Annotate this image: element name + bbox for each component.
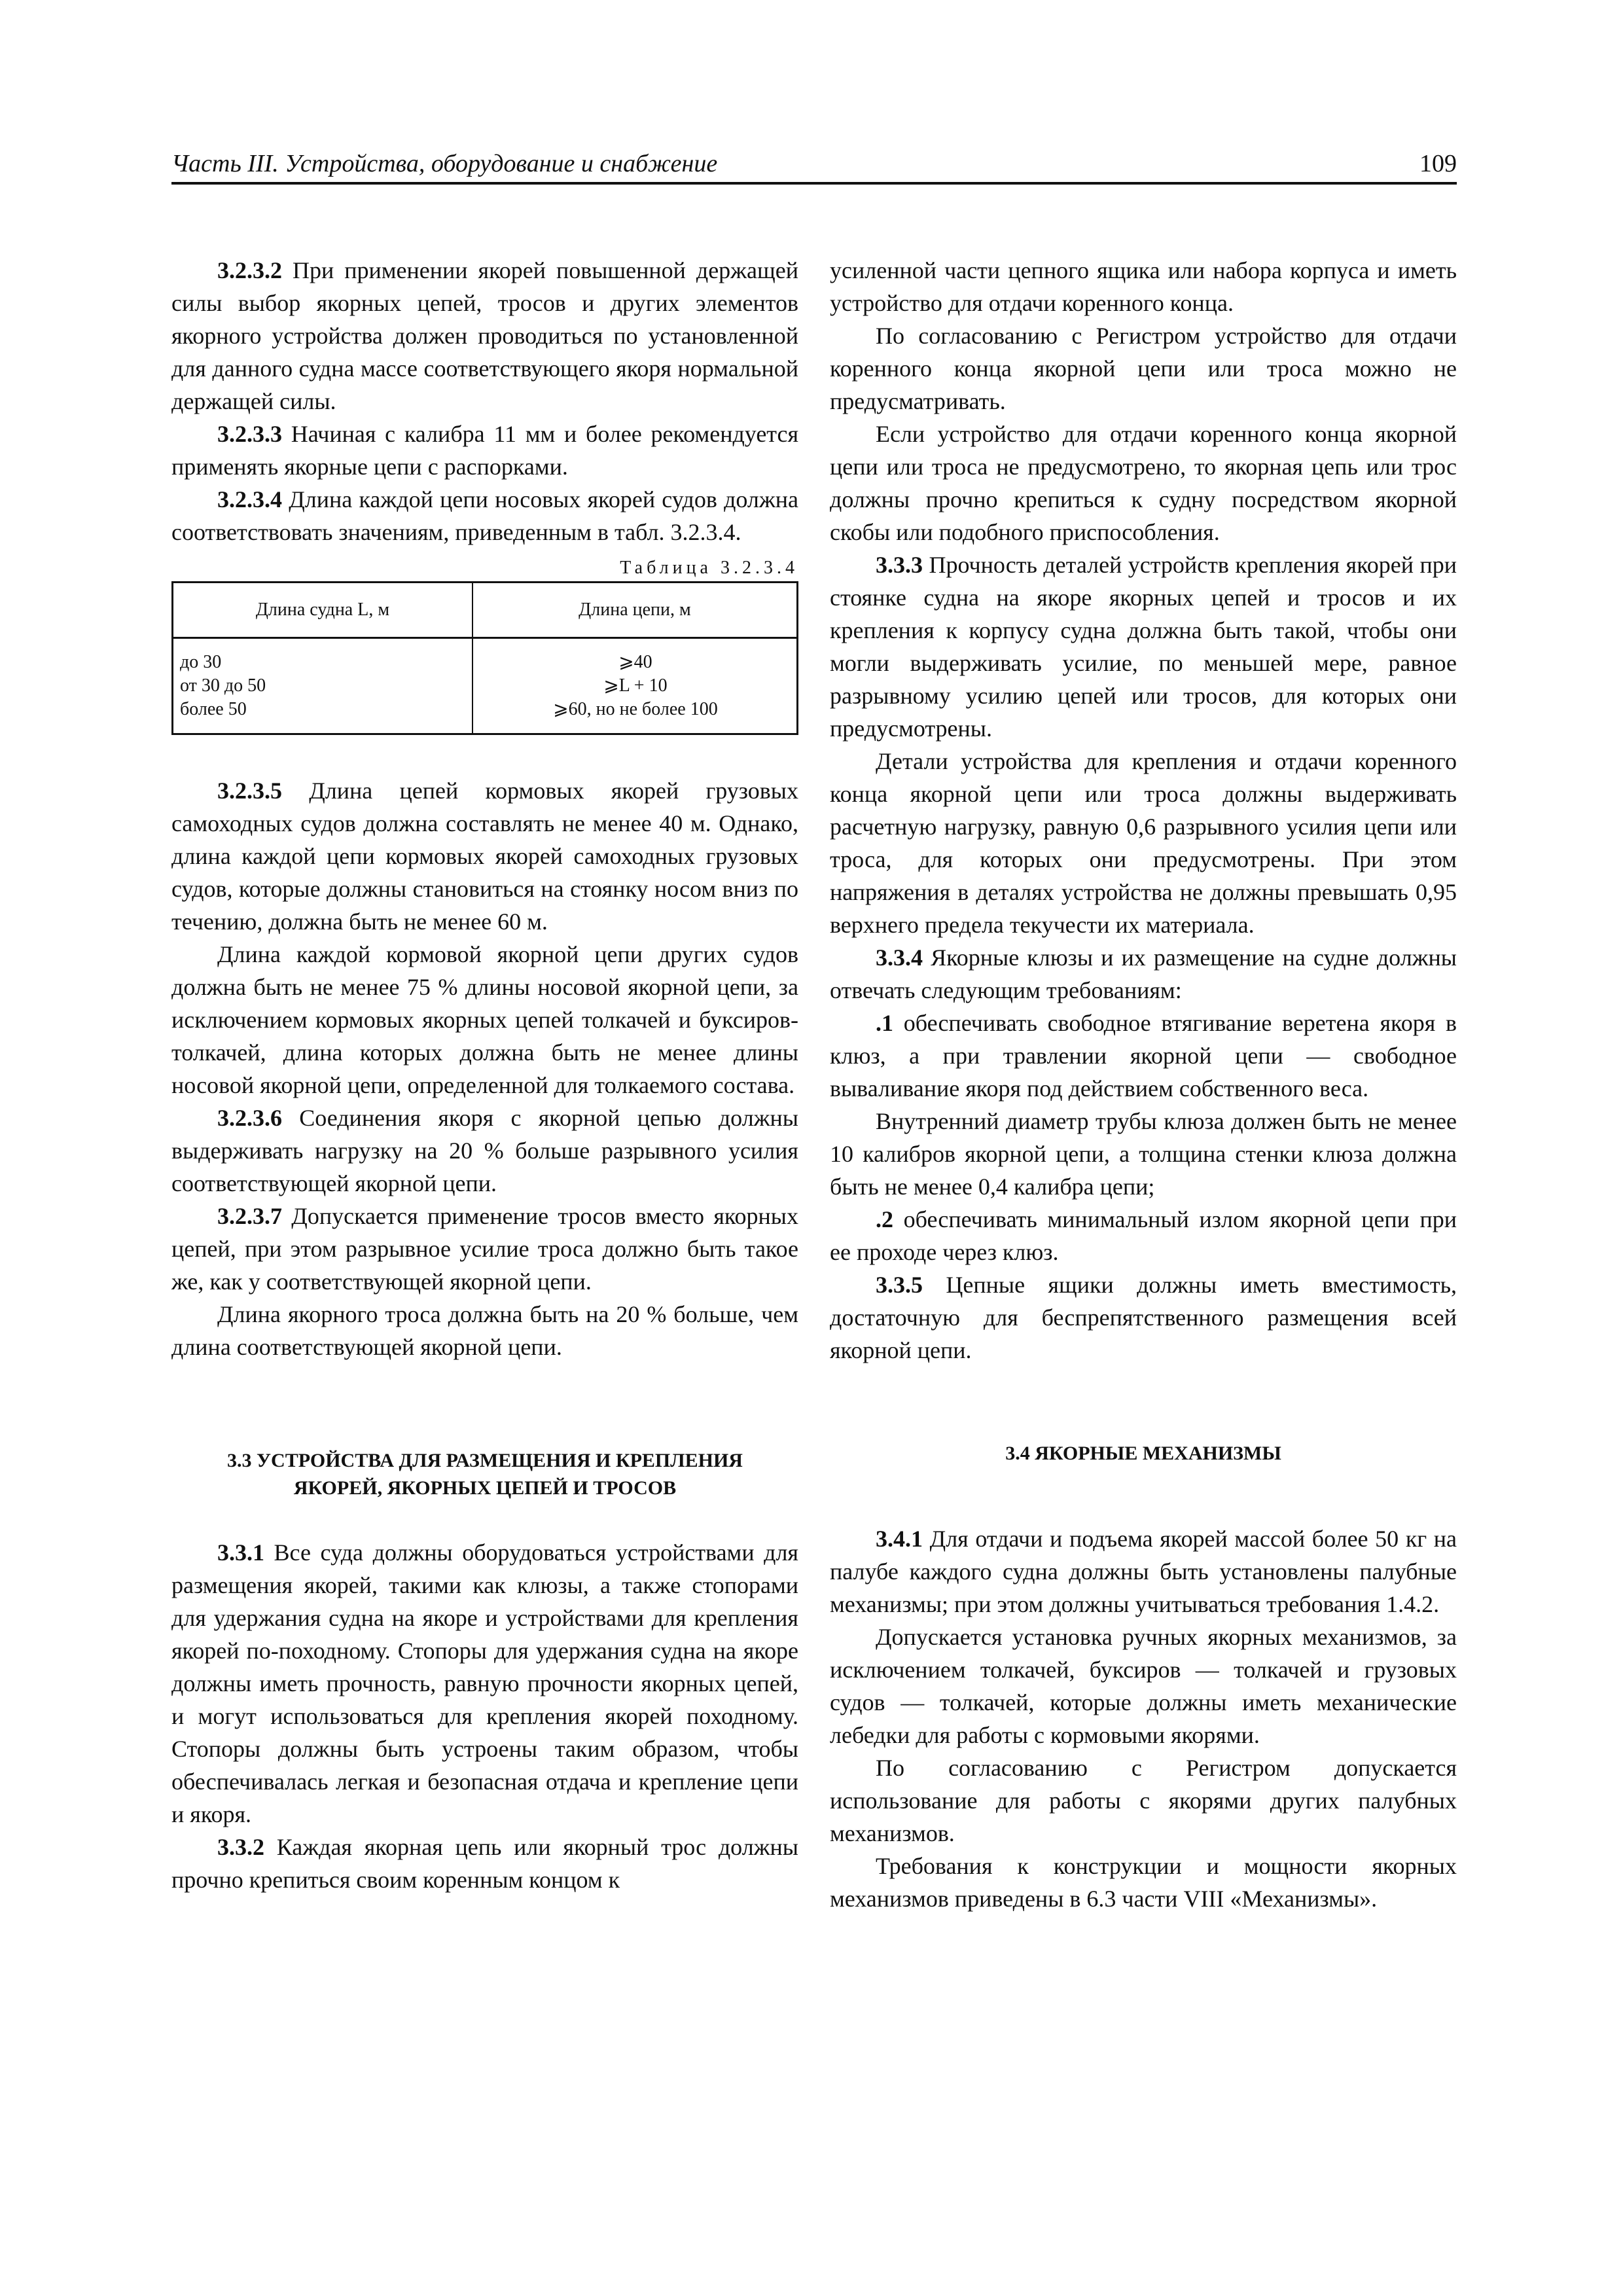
left-column	[171, 254, 798, 1896]
section-heading-line: ЯКОРЕЙ, ЯКОРНЫХ ЦЕПЕЙ И ТРОСОВ	[293, 1477, 677, 1499]
paragraph-3-2-3-5-cont: Длина каждой кормовой якорной цепи других судов должна быть не менее 75 % длины носовой якорной цепи, за исключением кормовых якорных цепей толкачей и буксиров-толкачей, длина которых должна быть не менее длины носовой якорной цепи, определенной для толкаемого состава.	[171, 941, 798, 1098]
paragraph-3-4-1	[830, 1522, 1457, 1621]
paragraph-3-2-3-6	[171, 1102, 798, 1200]
list-item-1-cont: Внутренний диаметр трубы клюза должен быть не менее 10 калибров якорной цепи, а толщина стенки клюза должна быть не менее 0,4 калибра цепи;	[830, 1108, 1457, 1200]
paragraph-3-2-3-7-cont: Длина якорного троса должна быть на 20 % больше, чем длина соответствующей якорной цепи.	[171, 1301, 798, 1360]
paragraph-3-3-3-cont: Детали устройства для крепления и отдачи коренного конца якорной цепи или троса должны выдерживать расчетную нагрузку, равную 0,6 разрывного усилия цепи или троса, для которых они предусмотрены. При этом напряжения в деталях устройства не должны превышать 0,95 верхнего предела текучести их материала.	[830, 748, 1457, 938]
table-cell-line: ⩾40	[618, 652, 652, 672]
table-cell-line: от 30 до 50	[180, 675, 266, 696]
paragraph-3-3-4	[830, 941, 1457, 1007]
clause-text: Длина каждой цепи носовых якорей судов должна соответствовать значениям, приведенным в табл. 3.2.3.4.	[171, 486, 798, 545]
clause-number: 3.2.3.5	[217, 778, 282, 804]
item-number: .2	[876, 1206, 893, 1232]
table-caption: Таблица 3.2.3.4	[620, 558, 798, 578]
table-header-row	[173, 583, 798, 638]
clause-number: 3.2.3.3	[217, 421, 282, 447]
paragraph-3-3-2	[171, 1831, 798, 1896]
clause-number: 3.3.5	[876, 1272, 923, 1298]
paragraph-3-3-2-cont: усиленной части цепного ящика или набора корпуса и иметь устройство для отдачи коренного конца.	[830, 257, 1457, 316]
clause-text: Для отдачи и подъема якорей массой более 50 кг на палубе каждого судна должны быть установлены палубные механизмы; при этом должны учитываться требования 1.4.2.	[830, 1526, 1457, 1617]
running-header	[171, 145, 1457, 185]
paragraph-3-4-1-registry: По согласованию с Регистром допускается использование для работы с якорями других палубных механизмов.	[830, 1755, 1457, 1846]
table-header-cell: Длина цепи, м	[473, 583, 798, 638]
section-heading-3-4: 3.4 ЯКОРНЫЕ МЕХАНИЗМЫ	[1005, 1443, 1281, 1464]
table-row	[173, 638, 798, 734]
item-text: обеспечивать свободное втягивание веретена якоря в клюз, а при травлении якорной цепи — свободное вываливание якоря под действием собственного веса.	[830, 1010, 1457, 1102]
paragraph-3-3-2-fastening: Если устройство для отдачи коренного конца якорной цепи или троса не предусмотрено, то якорная цепь или трос должны прочно крепиться к судну посредством якорной скобы или подобного приспособления.	[830, 421, 1457, 545]
chain-length-table	[171, 581, 798, 735]
clause-number: 3.3.4	[876, 944, 923, 971]
list-item-1	[830, 1007, 1457, 1105]
table-cell-chain-length	[473, 638, 798, 734]
clause-number: 3.2.3.6	[217, 1105, 282, 1131]
clause-text: Длина цепей кормовых якорей грузовых самоходных судов должна составлять не менее 40 м. Однако, длина каждой цепи кормовых якорей самоходных грузовых судов, которые должны становиться на стоянку носом вниз по течению, должна быть не менее 60 м.	[171, 778, 798, 935]
paragraph-3-2-3-3	[171, 418, 798, 483]
clause-number: 3.3.3	[876, 552, 923, 578]
paragraph-3-3-3	[830, 548, 1457, 745]
clause-number: 3.3.2	[217, 1834, 264, 1860]
clause-text: Начиная с калибра 11 мм и более рекомендуется применять якорные цепи с распорками.	[171, 421, 798, 480]
clause-number: 3.2.3.2	[217, 257, 282, 283]
clause-number: 3.2.3.7	[217, 1203, 282, 1229]
table-header-cell: Длина судна L, м	[173, 583, 473, 638]
paragraph-3-2-3-4	[171, 483, 798, 548]
item-text: обеспечивать минимальный излом якорной цепи при ее проходе через клюз.	[830, 1206, 1457, 1265]
table-cell-line: ⩾60, но не более 100	[553, 699, 718, 719]
clause-text: При применении якорей повышенной держащей силы выбор якорных цепей, тросов и других элементов якорного устройства должен проводиться по установленной для данного судна массе соответствующего якоря нормальной держащей силы.	[171, 257, 798, 414]
table-cell-line: ⩾L + 10	[603, 675, 668, 696]
section-heading-3-3	[171, 1447, 798, 1502]
clause-text: Каждая якорная цепь или якорный трос должны прочно крепиться своим коренным концом к	[171, 1834, 798, 1893]
table-cell-line: до 30	[180, 652, 222, 672]
header-title: Часть III. Устройства, оборудование и снабжение	[171, 150, 718, 177]
paragraph-3-3-1	[171, 1536, 798, 1831]
clause-number: 3.4.1	[876, 1526, 923, 1552]
right-column	[830, 254, 1457, 1915]
clause-text: Прочность деталей устройств крепления якорей при стоянке судна на якоре якорных цепей и тросов и их крепления к корпусу судна должна быть такой, чтобы они могли выдерживать усилие, по меньшей мере, равное разрывному усилию цепей или тросов, для которых они предусмотрены.	[830, 552, 1457, 742]
paragraph-3-3-2-registry: По согласованию с Регистром устройство для отдачи коренного конца якорной цепи или троса можно не предусматривать.	[830, 323, 1457, 414]
clause-number: 3.2.3.4	[217, 486, 282, 512]
clause-text: Все суда должны оборудоваться устройствами для размещения якорей, такими как клюзы, а также стопорами для удержания судна на якоре и устройствами для крепления якорей по-походному. Стопоры для удержания судна на якоре должны иметь прочность, равную прочности якорных цепей, и могут использоваться для крепления якорей походному. Стопоры должны быть устроены таким образом, чтобы обеспечивалась легкая и безопасная отдача и крепление цепи и якоря.	[171, 1539, 798, 1827]
list-item-2	[830, 1203, 1457, 1268]
item-number: .1	[876, 1010, 893, 1036]
paragraph-3-2-3-7	[171, 1200, 798, 1298]
page-number: 109	[1419, 150, 1457, 177]
paragraph-3-4-1-manual: Допускается установка ручных якорных механизмов, за исключением толкачей, буксиров — толкачей и грузовых судов — толкачей, которые должны иметь механические лебедки для работы с кормовыми якорями.	[830, 1624, 1457, 1748]
paragraph-3-2-3-5	[171, 774, 798, 938]
clause-number: 3.3.1	[217, 1539, 264, 1566]
paragraph-3-4-1-requirements: Требования к конструкции и мощности якорных механизмов приведены в 6.3 части VIII «Механизмы».	[830, 1853, 1457, 1912]
table-cell-vessel-length	[173, 638, 473, 734]
clause-text: Допускается применение тросов вместо якорных цепей, при этом разрывное усилие троса должно быть такое же, как у соответствующей якорной цепи.	[171, 1203, 798, 1295]
section-heading-line: 3.3 УСТРОЙСТВА ДЛЯ РАЗМЕЩЕНИЯ И КРЕПЛЕНИЯ	[227, 1450, 743, 1471]
clause-text: Цепные ящики должны иметь вместимость, достаточную для беспрепятственного размещения всей якорной цепи.	[830, 1272, 1457, 1363]
clause-text: Якорные клюзы и их размещение на судне должны отвечать следующим требованиям:	[830, 944, 1457, 1003]
paragraph-3-2-3-2	[171, 254, 798, 418]
paragraph-3-3-5	[830, 1268, 1457, 1367]
table-cell-line: более 50	[180, 699, 247, 719]
clause-text: Соединения якоря с якорной цепью должны выдерживать нагрузку на 20 % больше разрывного усилия соответствующей якорной цепи.	[171, 1105, 798, 1196]
